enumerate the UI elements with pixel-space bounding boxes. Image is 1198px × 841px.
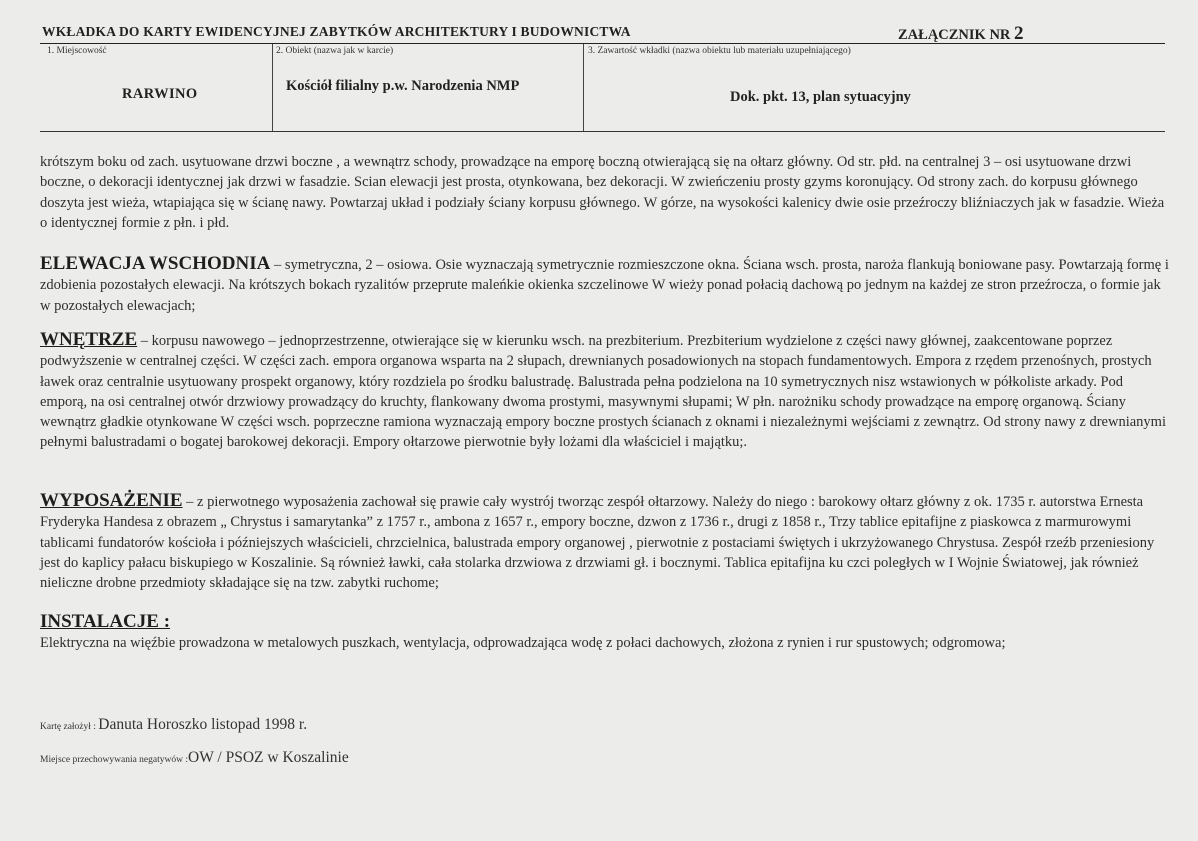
equipment-text: – z pierwotnego wyposażenia zachował się prawie cały wystrój tworząc zespół ołtarzowy. Należy do niego : barokowy ołtarz główny z ok. 1735 r. autorstwa Ernesta Fryderyka Handesa z obrazem „ Chrystus i samarytanka” z 1757 r., ambona z 1657 r., empory boczne, dzwon z 1736 r., drugi z 1858 r., Trzy tablice epitafijne z piaskowca z marmurowymi tablicami fundatorów kościoła i późniejszych właścicieli, chrzcielnica, balustrada empory organowej , pierwotnie z postaciami świętych i ukrzyżowanego Chrystusa. Zespół rzeźb przeniesiony jest do kaplicy pałacu biskupiego w Koszalinie. Są również ławki, cała stolarka drzwiowa z drzwiami gł. i bocznymi. Tablica epitafijna ku czci poległych w I Wojnie Światowej, jak również nieliczne drobne przedmioty składające się na tzw. zabytki ruchome;	[40, 494, 1155, 592]
east-elevation-paragraph	[40, 254, 1170, 316]
installations-text: Elektryczna na więźbie prowadzona w metalowych puszkach, wentylacja, odprowadzająca wodę z połaci dachowych, złożona z rynien i rur spustowych; odgromowa;	[40, 635, 1006, 652]
east-elevation-heading: ELEWACJA WSCHODNIA	[40, 253, 271, 274]
field-value-object: Kościół filialny p.w. Narodzenia NMP	[286, 78, 520, 94]
annex-label-text: ZAŁĄCZNIK NR	[898, 27, 1011, 43]
author-line	[40, 716, 307, 734]
field-label-contents: 3. Zawartość wkładki (nazwa obiektu lub materiału uzupełniającego)	[588, 46, 851, 56]
header-rule-bottom	[40, 131, 1165, 132]
east-elevation-text: – symetryczna, 2 – osiowa. Osie wyznaczają symetrycznie rozmieszczone okna. Ściana wsch. prosta, naroża flankują boniowane pasy. Powtarzają formę i zdobienia pozostałych elewacji. Na krótszych bokach ryzalitów przeprute maleńkie okienka szczelinowe W wieży ponad połacią dachową po jednym na każdej ze stron przeźrocza, o formie jak w pozostałych elewacjach;	[40, 257, 1169, 314]
author-value: Danuta Horoszko listopad 1998 r.	[98, 716, 308, 733]
installations-section	[40, 612, 1170, 654]
installations-heading-line	[40, 612, 1170, 633]
interior-text: – korpusu nawowego – jednoprzestrzenne, otwierające się w kierunku wsch. na prezbiterium. Prezbiterium wydzielone z części nawy głównej, zaakcentowane poprzez podwyższenie w centralnej części. W części zach. empora organowa wsparta na 2 słupach, drewnianych posadowionych na stopach fundamentowych. Empora z rzędem przenośnych, prostych ławek oraz centralnie usytuowany prospekt organowy, który rozdziela po środku balustradę. Balustrada pełna podzielona na 10 symetrycznych nisz wstawionych w półkoliste arkady. Pod emporą, na osi centralnej otwór drzwiowy prowadzący do kruchty, flankowany dwoma prostymi, masywnymi słupami; W płn. narożniku schody prowadzące na emporę organową. Ściany wewnątrz gładkie otynkowane W części wsch. poprzeczne ramiona wyznaczają empory boczne prostych ścianach z oknami i niezależnymi wejściami z zewnątrz. Od strony nawy z drewnianymi pełnymi balustradami o bogatej barokowej dekoracji. Empory ołtarzowe pierwotnie były lożami dla właściciel i majątku;.	[40, 333, 1166, 451]
installations-heading: INSTALACJE :	[40, 611, 171, 632]
field-value-locality: RARWINO	[122, 86, 198, 102]
equipment-section	[40, 491, 1170, 593]
document-title: WKŁADKA DO KARTY EWIDENCYJNEJ ZABYTKÓW ARCHITEKTURY I BUDOWNICTWA	[42, 24, 631, 39]
annex-label	[898, 23, 1024, 45]
field-divider-2	[583, 44, 584, 131]
field-label-locality: 1. Miejscowość	[47, 46, 107, 56]
storage-value: OW / PSOZ w Koszalinie	[188, 749, 349, 766]
equipment-heading: WYPOSAŻENIE	[40, 490, 183, 511]
intro-paragraph	[40, 152, 1170, 233]
header-rule-top	[40, 43, 1165, 44]
field-label-object: 2. Obiekt (nazwa jak w karcie)	[276, 46, 394, 56]
interior-section	[40, 330, 1170, 453]
annex-number: 2	[1014, 23, 1024, 44]
storage-line	[40, 749, 349, 767]
east-elevation-section	[40, 254, 1170, 316]
author-label: Kartę założył :	[40, 722, 99, 732]
interior-paragraph	[40, 330, 1170, 453]
interior-heading: WNĘTRZE	[40, 329, 138, 350]
equipment-paragraph	[40, 491, 1170, 593]
storage-label: Miejsce przechowywania negatywów :	[40, 755, 188, 765]
field-divider-1	[272, 44, 273, 131]
field-value-contents: Dok. pkt. 13, plan sytuacyjny	[730, 89, 911, 105]
intro-text: krótszym boku od zach. usytuowane drzwi boczne , a wewnątrz schody, prowadzące na emporę boczną otwierającą się na ołtarz główny. Od str. płd. na centralnej 3 – osi usytuowane drzwi boczne, o dekoracji identycznej jak drzwi w fasadzie. Scian elewacji jest prosta, otynkowana, bez dekoracji. W zwieńczeniu prosty gzyms koronujący. Od strony zach. do korpusu głównego doszyta jest wieża, wtapiająca się w ścianę nawy. Powtarzaj układ i podziały ściany korpusu głównego. W górze, na wysokości kalenicy dwie osie przeźroczy bliźniaczych jak w fasadzie. Wieża o identycznej formie z płn. i płd.	[40, 154, 1165, 231]
